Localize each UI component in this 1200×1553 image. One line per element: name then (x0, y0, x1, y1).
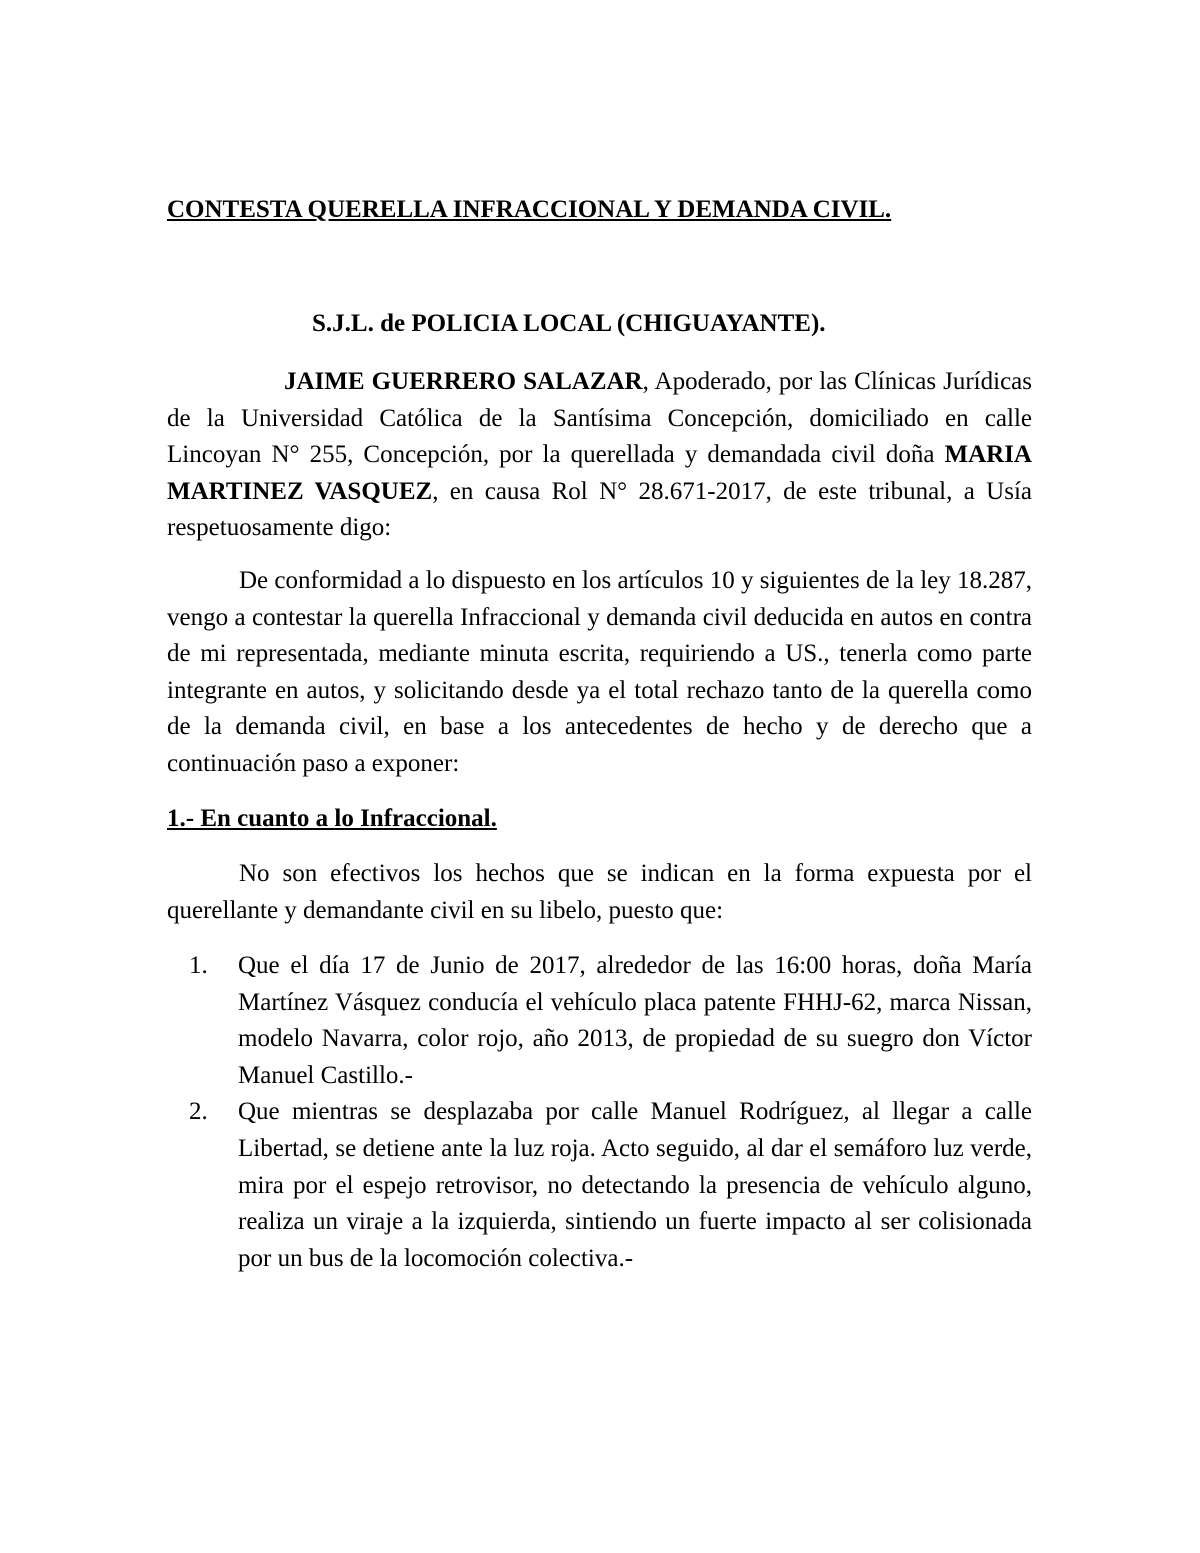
intro-text-1: , Apoderado, por las Clínicas Jurídicas de la Universidad Católica de la Santísima Concepción, domiciliado en calle Lincoyan N° 255, Concepción, por la querellada y demandada civil doña (167, 368, 1033, 469)
client-name: MARIA MARTINEZ VASQUEZ (167, 441, 1032, 505)
list-item-number: 1. (189, 952, 208, 979)
list-item-text: Que mientras se desplazaba por calle Manuel Rodríguez, al llegar a calle Libertad, se detiene ante la luz roja. Acto seguido, al dar el semáforo luz verde, mira por el espejo retrovisor, no detectando la presencia de vehículo alguno, realiza un viraje a la izquierda, sintiendo un fuerte impacto al ser colisionada por un bus de la locomoción colectiva.- (238, 1098, 1032, 1272)
list-item (167, 1094, 1032, 1277)
paragraph-conformity: De conformidad a lo dispuesto en los artículos 10 y siguientes de la ley 18.287, vengo a contestar la querella Infraccional y demanda civil deducida en autos en contra de mi representada, mediante minuta escrita, requiriendo a US., tenerla como parte integrante en autos, y solicitando desde ya el total rechazo tanto de la querella como de la demanda civil, en base a los antecedentes de hecho y de derecho que a continuación paso a exponer: (167, 567, 1032, 777)
attorney-name: JAIME GUERRERO SALAZAR (284, 368, 643, 395)
document-title: CONTESTA QUERELLA INFRACCIONAL Y DEMANDA CIVIL. (167, 196, 892, 223)
facts-list (167, 948, 1032, 1277)
intro-text-2: , en causa Rol N° 28.671-2017, de este tribunal, a Usía respetuosamente digo: (167, 477, 1032, 542)
list-item-number: 2. (189, 1098, 208, 1126)
intro-paragraph (167, 364, 1032, 547)
list-item-text: Que el día 17 de Junio de 2017, alrededor de las 16:00 horas, doña María Martínez Vásquez conducía el vehículo placa patente FHHJ-62, marca Nissan, modelo Navarra, color rojo, año 2013, de propiedad de su suegro don Víctor Manuel Castillo.- (238, 952, 1032, 1089)
paragraph-facts-intro: No son efectivos los hechos que se indican en la forma expuesta por el querellante y demandante civil en su libelo, puesto que: (167, 860, 1032, 924)
section-heading-infraccional: 1.- En cuanto a lo Infraccional. (167, 805, 497, 832)
court-heading: S.J.L. de POLICIA LOCAL (CHIGUAYANTE). (312, 310, 826, 337)
list-item (167, 948, 1032, 1094)
